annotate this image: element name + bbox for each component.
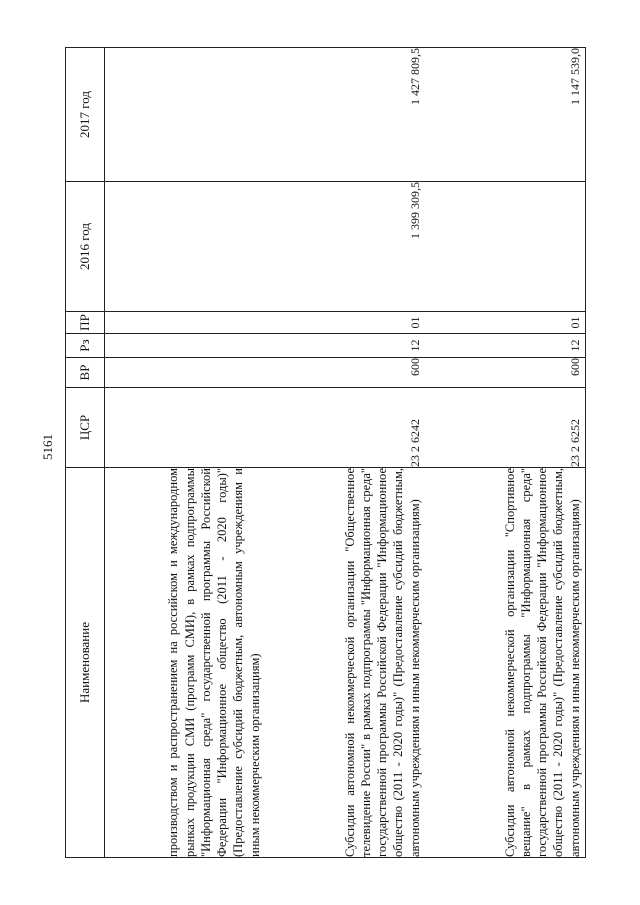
- row-name: Субсидии автономной некоммерческой организации "Спортивное вещание" в рамках подпрограммы "Информационная среда" государственной программы Российской Федерации "Информационное общество (2011 - 2020 годы)" (Предоставление субсидий бюджетным, автономным учреждениям и иным некоммерческим организациям): [425, 468, 586, 858]
- header-name: Наименование: [66, 468, 105, 858]
- header-vr: ВР: [66, 358, 105, 388]
- row-vr: [105, 358, 266, 388]
- row-year-2016: [105, 182, 266, 312]
- table-header-row: [66, 48, 105, 858]
- row-rz: 12: [265, 334, 425, 358]
- table-row: [265, 48, 425, 858]
- row-name: Субсидии автономной некоммерческой организации "Общественное телевидение России" в рамках подпрограммы "Информационная среда" государственной программы Российской Федерации "Информационное общество (2011 - 2020 годы)" (Предоставление субсидий бюджетным, автономным учреждениям и иным некоммерческим организациям): [265, 468, 425, 858]
- row-year-2016: [425, 182, 586, 312]
- row-pr: [105, 312, 266, 334]
- row-year-2016: 1 399 309,5: [265, 182, 425, 312]
- row-year-2017: 1 427 809,5: [265, 48, 425, 182]
- row-pr: 01: [265, 312, 425, 334]
- row-csr: [105, 388, 266, 468]
- row-name: производством и распространением на российском и международном рынках продукции СМИ (программ СМИ), в рамках подпрограммы "Информационная среда" государственной программы Российской Федерации "Информационное общество (2011 - 2020 годы)" (Предоставление субсидий бюджетным, автономным учреждениям и иным некоммерческим организациям): [105, 468, 266, 858]
- row-vr: 600: [265, 358, 425, 388]
- row-rz: [105, 334, 266, 358]
- header-year-2016: 2016 год: [66, 182, 105, 312]
- row-pr: 01: [425, 312, 586, 334]
- row-year-2017: [105, 48, 266, 182]
- table-row: [105, 48, 266, 858]
- row-vr: 600: [425, 358, 586, 388]
- page-number: 5161: [40, 434, 55, 460]
- table-row: [425, 48, 586, 858]
- rotated-table-wrapper: [65, 48, 582, 858]
- row-rz: 12: [425, 334, 586, 358]
- header-csr: ЦСР: [66, 388, 105, 468]
- row-csr: 23 2 6252: [425, 388, 586, 468]
- header-year-2017: 2017 год: [66, 48, 105, 182]
- header-rz: Рз: [66, 334, 105, 358]
- budget-table: [65, 47, 586, 858]
- row-year-2017: 1 147 539,0: [425, 48, 586, 182]
- row-csr: 23 2 6242: [265, 388, 425, 468]
- header-pr: ПР: [66, 312, 105, 334]
